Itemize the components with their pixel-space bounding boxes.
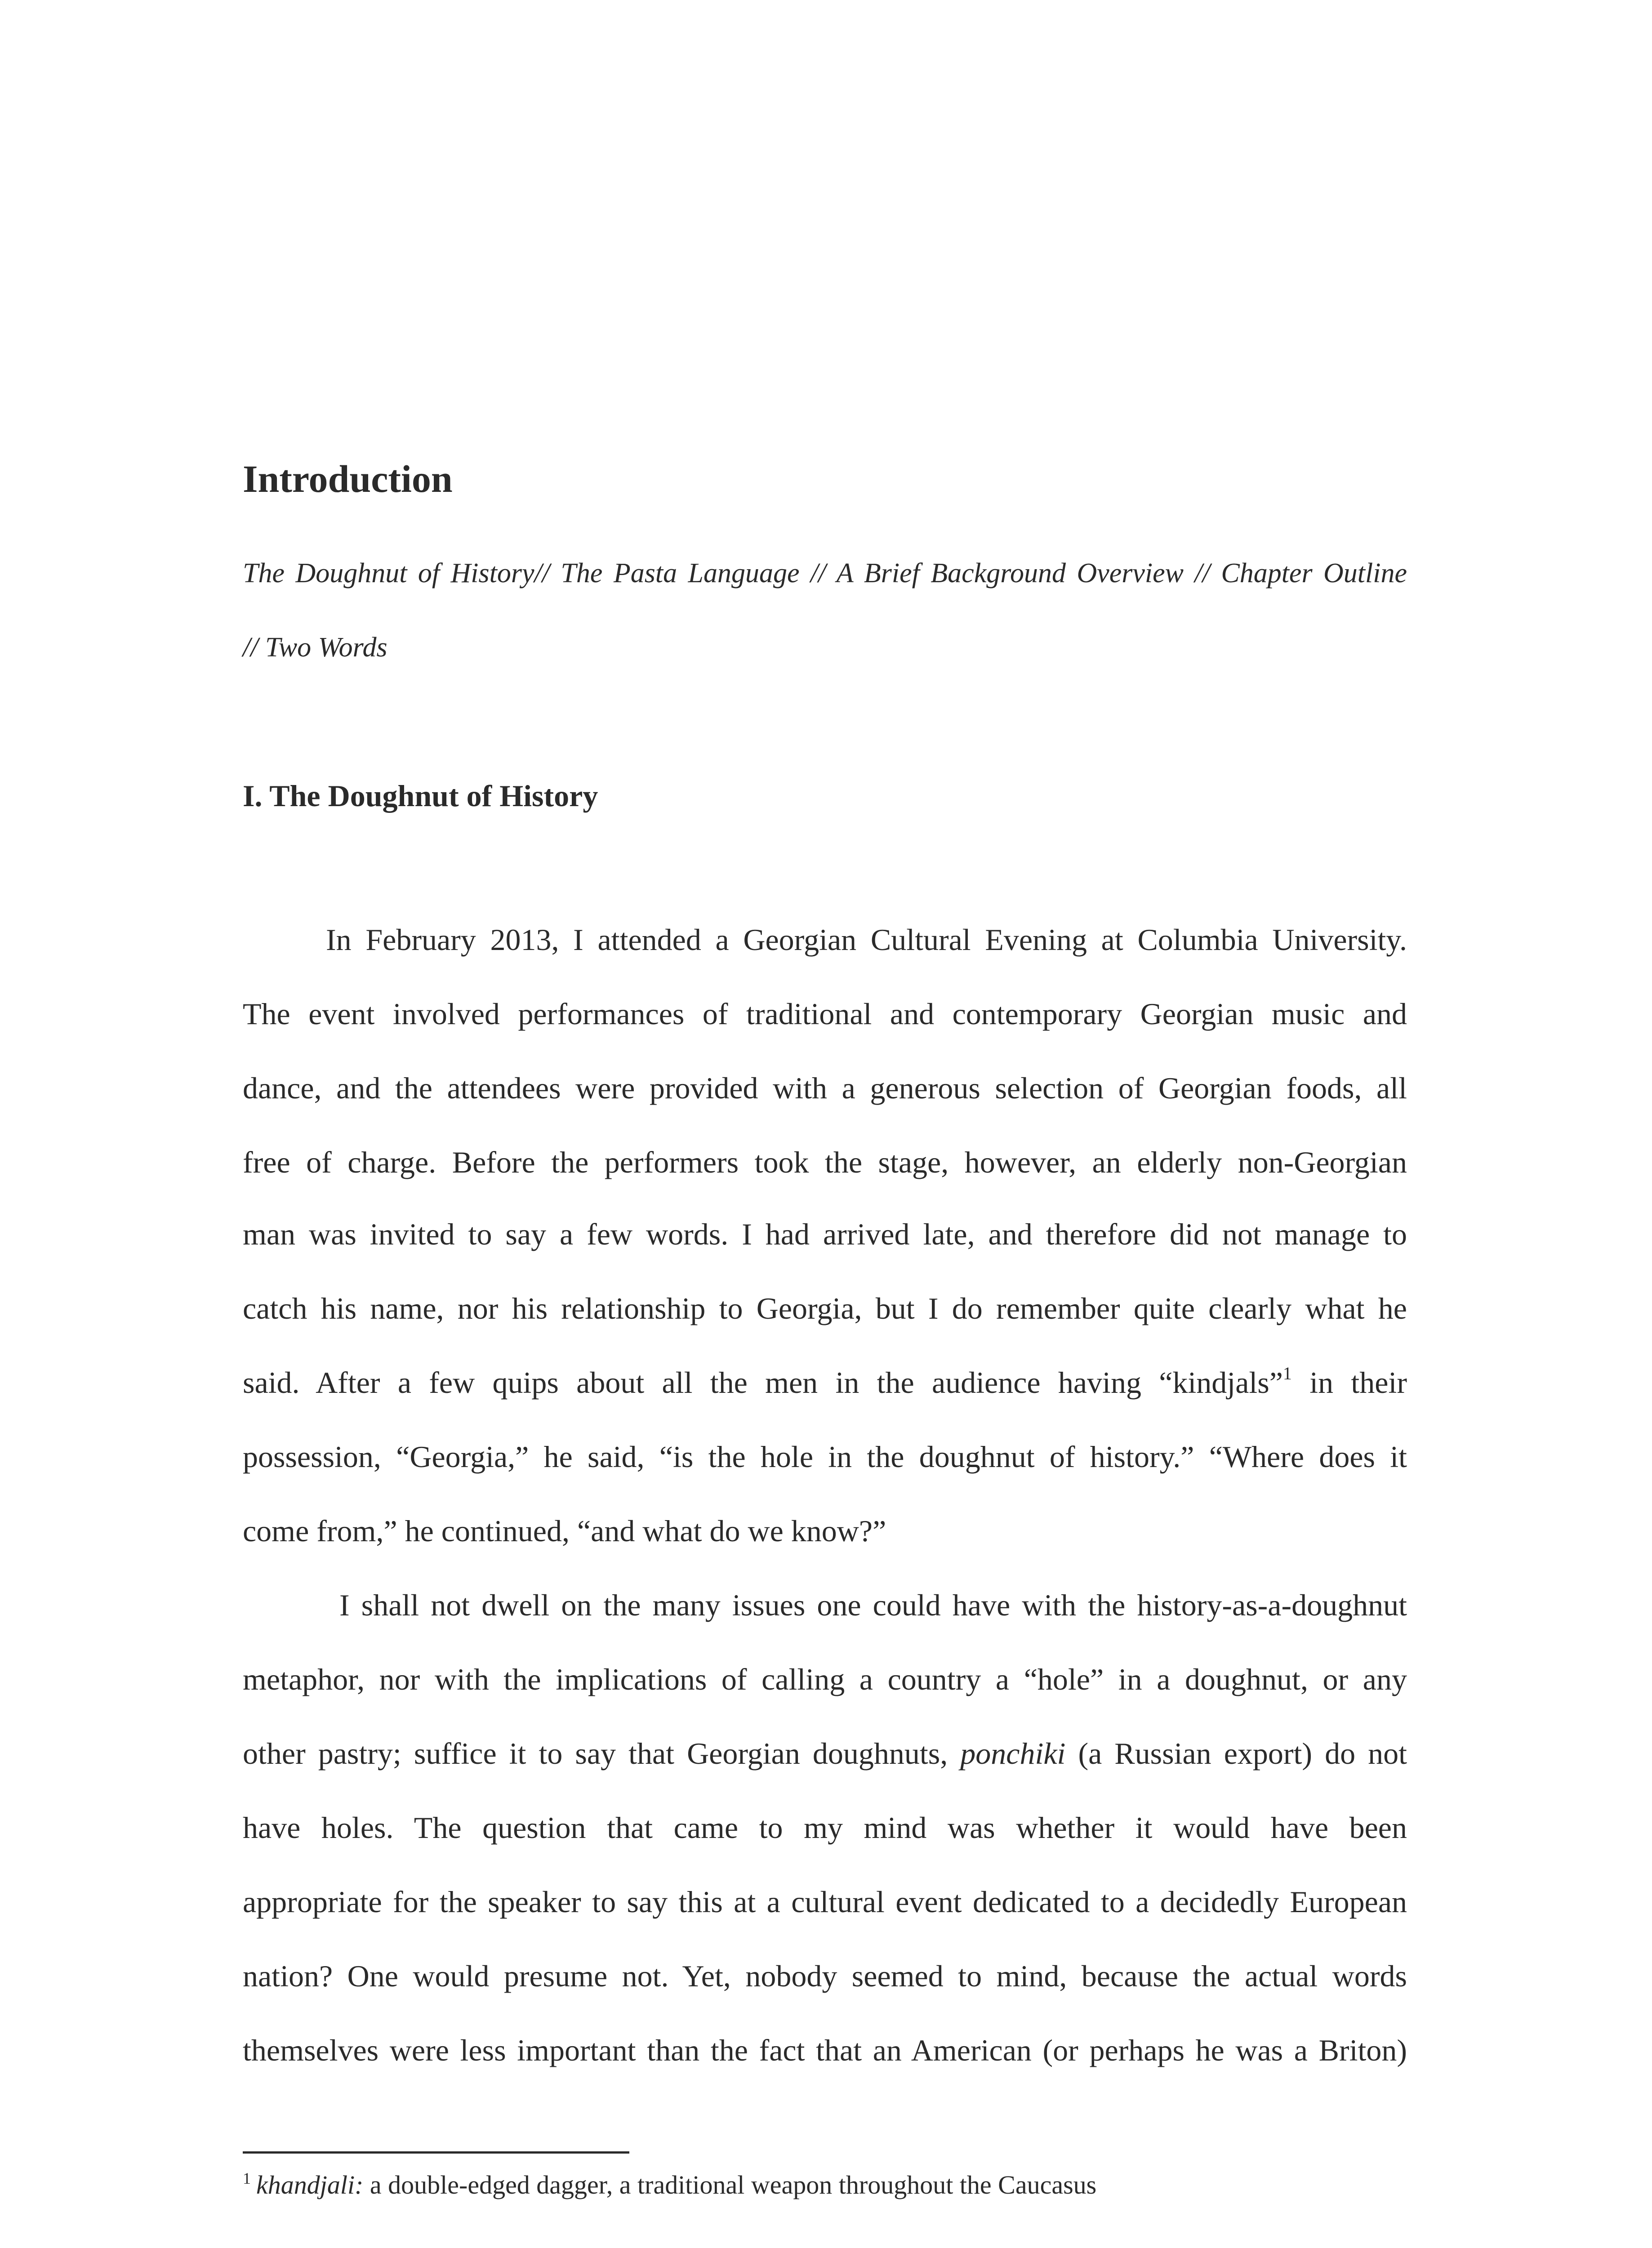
body-text-line xyxy=(243,1733,1407,1774)
chapter-subtitle-line: The Doughnut of History// The Pasta Language // A Brief Background Overview // Chapter Outline xyxy=(243,558,1407,589)
body-text-line xyxy=(243,1362,1407,1403)
chapter-title: Introduction xyxy=(243,457,453,500)
body-text-segment: (a Russian export) do not xyxy=(1065,1736,1407,1771)
footnote-reference[interactable]: 1 xyxy=(1282,1363,1292,1383)
body-text-segment: other pastry; suffice it to say that Georgian doughnuts, xyxy=(243,1736,961,1771)
italic-term: ponchiki xyxy=(960,1736,1066,1771)
footnote-mark: 1 xyxy=(243,2169,251,2187)
body-text-line: I shall not dwell on the many issues one could have with the history-as-a-doughnut xyxy=(339,1588,1407,1622)
body-text-segment: in their xyxy=(1291,1365,1407,1400)
body-text-segment: said. After a few quips about all the men in the audience having “kindjals” xyxy=(243,1365,1283,1400)
body-text-line: come from,” he continued, “and what do we know?” xyxy=(243,1514,886,1548)
chapter-subtitle-line: // Two Words xyxy=(243,632,387,663)
body-text-line: In February 2013, I attended a Georgian Cultural Evening at Columbia University. xyxy=(326,923,1407,957)
section-heading: I. The Doughnut of History xyxy=(243,779,598,813)
footnote-text: a double-edged dagger, a traditional weapon throughout the Caucasus xyxy=(363,2170,1097,2199)
body-text-line: free of charge. Before the performers took the stage, however, an elderly non-Georgian xyxy=(243,1145,1407,1179)
body-text-line: man was invited to say a few words. I had arrived late, and therefore did not manage to xyxy=(243,1217,1407,1251)
footnote-separator xyxy=(243,2151,629,2154)
body-text-line: have holes. The question that came to my mind was whether it would have been xyxy=(243,1811,1407,1845)
body-text-line: nation? One would presume not. Yet, nobody seemed to mind, because the actual words xyxy=(243,1959,1407,1993)
body-text-line: metaphor, nor with the implications of calling a country a “hole” in a doughnut, or any xyxy=(243,1662,1407,1696)
body-text-line: themselves were less important than the fact that an American (or perhaps he was a Briton) xyxy=(243,2033,1407,2067)
body-text-line: catch his name, nor his relationship to Georgia, but I do remember quite clearly what he xyxy=(243,1291,1407,1325)
body-text-line: possession, “Georgia,” he said, “is the hole in the doughnut of history.” “Where does it xyxy=(243,1440,1407,1474)
footnote xyxy=(243,2167,1096,2203)
body-text-line: appropriate for the speaker to say this at a cultural event dedicated to a decidedly European xyxy=(243,1885,1407,1919)
body-text-line: dance, and the attendees were provided with a generous selection of Georgian foods, all xyxy=(243,1071,1407,1105)
body-text-line: The event involved performances of traditional and contemporary Georgian music and xyxy=(243,997,1407,1031)
footnote-term: khandjali: xyxy=(256,2170,364,2199)
